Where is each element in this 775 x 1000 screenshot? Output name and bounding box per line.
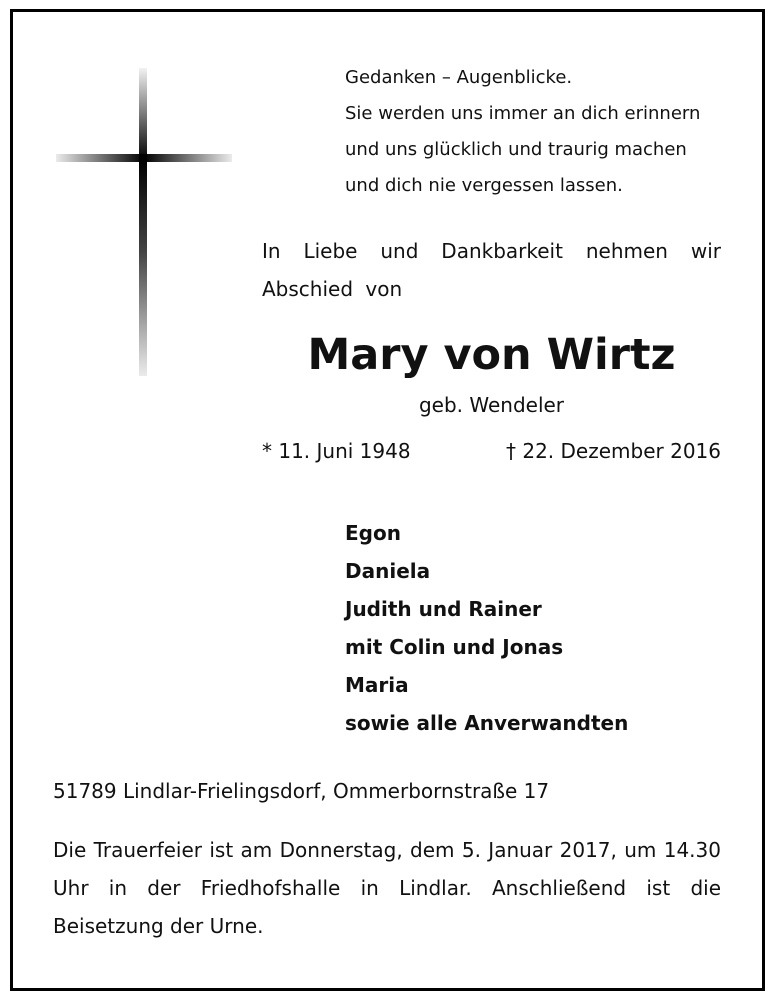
birth-date: * 11. Juni 1948 <box>262 439 411 463</box>
poem-line: Sie werden uns immer an dich erinnern <box>345 103 701 124</box>
cross-icon <box>56 68 232 376</box>
poem-line: und uns glücklich und traurig machen <box>345 139 687 160</box>
cross-horizontal-beam <box>56 154 232 162</box>
mourner: Egon <box>345 521 401 545</box>
mourner: mit Colin und Jonas <box>345 635 564 659</box>
poem-line: und dich nie vergessen lassen. <box>345 175 623 196</box>
ceremony-notice: Die Trauerfeier ist am Donnerstag, dem 5. Januar 2017, um 14.30 Uhr in der Friedhofshalle in Lindlar. Anschließend ist die Beisetzung der Urne. <box>53 838 721 938</box>
poem <box>345 60 700 204</box>
mourners-list <box>345 514 628 742</box>
mourner: sowie alle Anverwandten <box>345 711 629 735</box>
deceased-name: Mary von Wirtz <box>307 330 676 380</box>
mourner: Judith und Rainer <box>345 597 542 621</box>
cross-vertical-beam <box>139 68 147 376</box>
mourner: Maria <box>345 673 409 697</box>
mourner: Daniela <box>345 559 431 583</box>
birth-name: geb. Wendeler <box>418 393 565 417</box>
intro-text: In Liebe und Dankbarkeit nehmen wir Abschied von <box>262 239 721 301</box>
death-date: † 22. Dezember 2016 <box>506 439 721 463</box>
poem-line: Gedanken – Augenblicke. <box>345 67 573 88</box>
address: 51789 Lindlar-Frielingsdorf, Ommerbornstraße 17 <box>53 779 550 803</box>
